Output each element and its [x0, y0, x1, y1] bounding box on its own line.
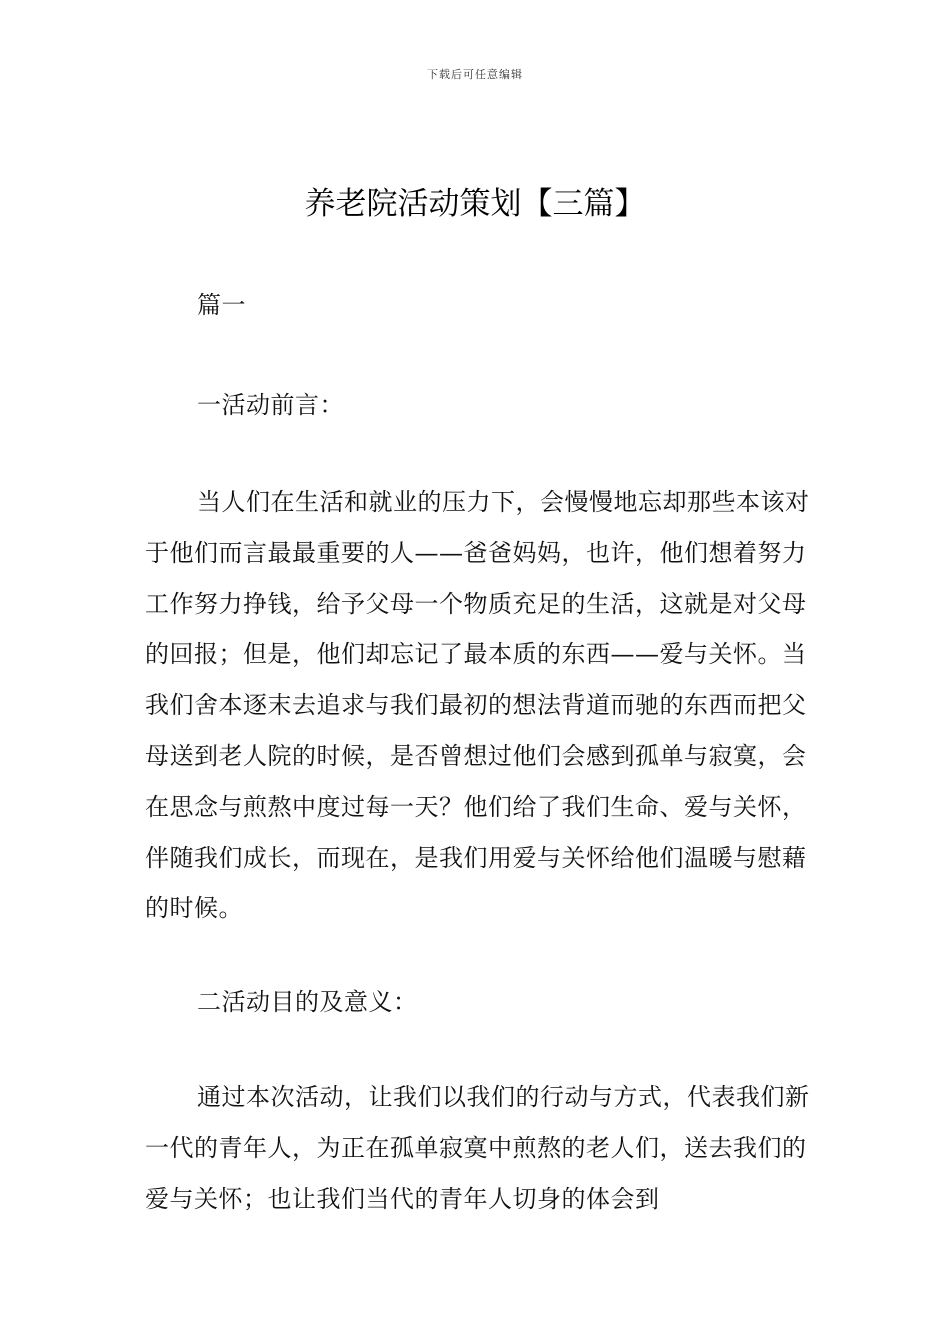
- document-title: 养老院活动策划【三篇】: [304, 186, 646, 222]
- paragraph-purpose: 通过本次活动，让我们以我们的行动与方式，代表我们新一代的青年人，为正在孤单寂寞中煎熬的老人们，送去我们的爱与关怀；也让我们当代的青年人切身的体会到: [145, 1083, 810, 1213]
- section-heading-preface: 一活动前言：: [197, 391, 344, 419]
- paragraph-preface: 当人们在生活和就业的压力下，会慢慢地忘却那些本该对于他们而言最最重要的人——爸爸妈妈，也许，他们想着努力工作努力挣钱，给予父母一个物质充足的生活，这就是对父母的回报；但是，他们却忘记了最本质的东西——爱与关怀。当我们舍本逐末去追求与我们最初的想法背道而驰的东西而把父母送到老人院的时候，是否曾想过他们会感到孤单与寂寞，会在思念与煎熬中度过每一天？他们给了我们生命、爱与关怀，伴随我们成长，而现在，是我们用爱与关怀给他们温暖与慰藉的时候。: [145, 488, 810, 923]
- section-heading-purpose: 二活动目的及意义：: [197, 988, 418, 1016]
- paragraph-block: [145, 1072, 810, 1224]
- header-note: 下载后可任意编辑: [427, 68, 523, 81]
- section-label: 篇一: [197, 291, 246, 319]
- paragraph-block: [145, 477, 810, 934]
